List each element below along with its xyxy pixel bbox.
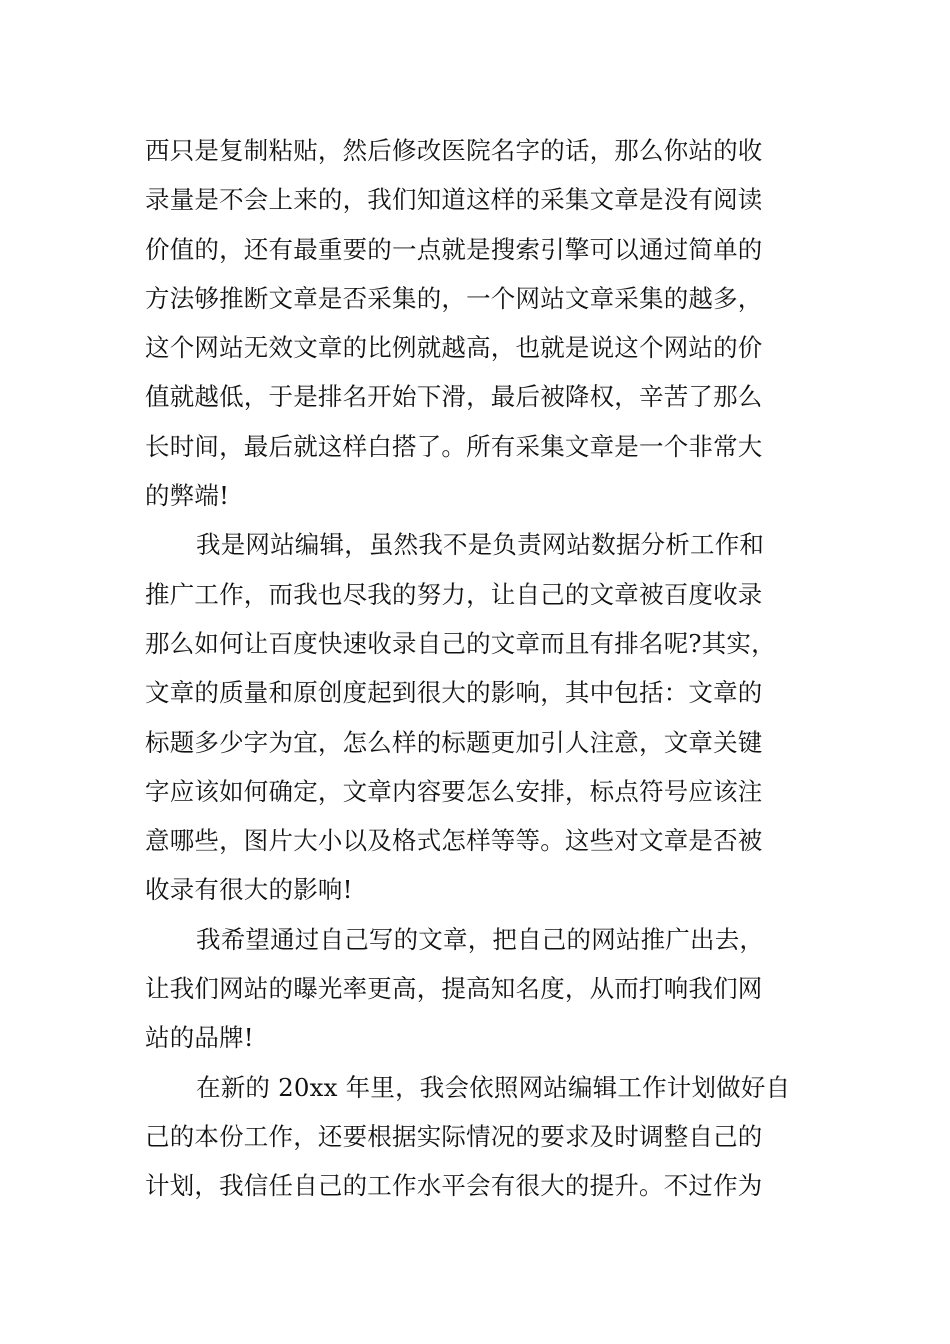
text-line: 我希望通过自己写的文章，把自己的网站推广出去，	[196, 924, 765, 954]
paragraph-1	[145, 126, 810, 520]
text-line: 价值的，还有最重要的一点就是搜索引擎可以通过简单的	[145, 234, 763, 264]
text-line: 录量是不会上来的，我们知道这样的采集文章是没有阅读	[145, 185, 763, 215]
text-line: 推广工作，而我也尽我的努力，让自己的文章被百度收录	[145, 579, 763, 609]
text-line: 的弊端!	[145, 481, 230, 511]
text-line: 这个网站无效文章的比例就越高，也就是说这个网站的价	[145, 333, 763, 363]
text-line: 己的本份工作，还要根据实际情况的要求及时调整自己的	[145, 1121, 763, 1151]
text-line: 标题多少字为宜，怎么样的标题更加引人注意，文章关键	[145, 727, 763, 757]
text-line: 字应该如何确定，文章内容要怎么安排，标点符号应该注	[145, 776, 763, 806]
text-line: 在新的 20xx 年里，我会依照网站编辑工作计划做好自	[196, 1072, 791, 1102]
text-line: 意哪些，图片大小以及格式怎样等等。这些对文章是否被	[145, 826, 763, 856]
text-line: 站的品牌!	[145, 1023, 254, 1053]
text-line: 值就越低，于是排名开始下滑，最后被降权，辛苦了那么	[145, 382, 763, 412]
paragraph-2	[145, 520, 810, 914]
text-line: 收录有很大的影响!	[145, 875, 353, 905]
text-line: 我是网站编辑，虽然我不是负责网站数据分析工作和	[196, 530, 765, 560]
text-line: 西只是复制粘贴，然后修改医院名字的话，那么你站的收	[145, 136, 763, 165]
body-text	[145, 126, 810, 1211]
paragraph-3	[145, 915, 810, 1063]
text-line: 文章的质量和原创度起到很大的影响，其中包括：文章的	[145, 678, 763, 708]
text-line: 方法够推断文章是否采集的，一个网站文章采集的越多，	[145, 283, 763, 313]
text-line: 那么如何让百度快速收录自己的文章而且有排名呢?其实，	[145, 628, 776, 658]
text-line: 计划，我信任自己的工作水平会有很大的提升。不过作为	[145, 1171, 763, 1201]
paragraph-4	[145, 1063, 810, 1211]
text-line: 让我们网站的曝光率更高，提高知名度，从而打响我们网	[145, 974, 763, 1004]
text-line: 长时间，最后就这样白搭了。所有采集文章是一个非常大	[145, 431, 763, 461]
